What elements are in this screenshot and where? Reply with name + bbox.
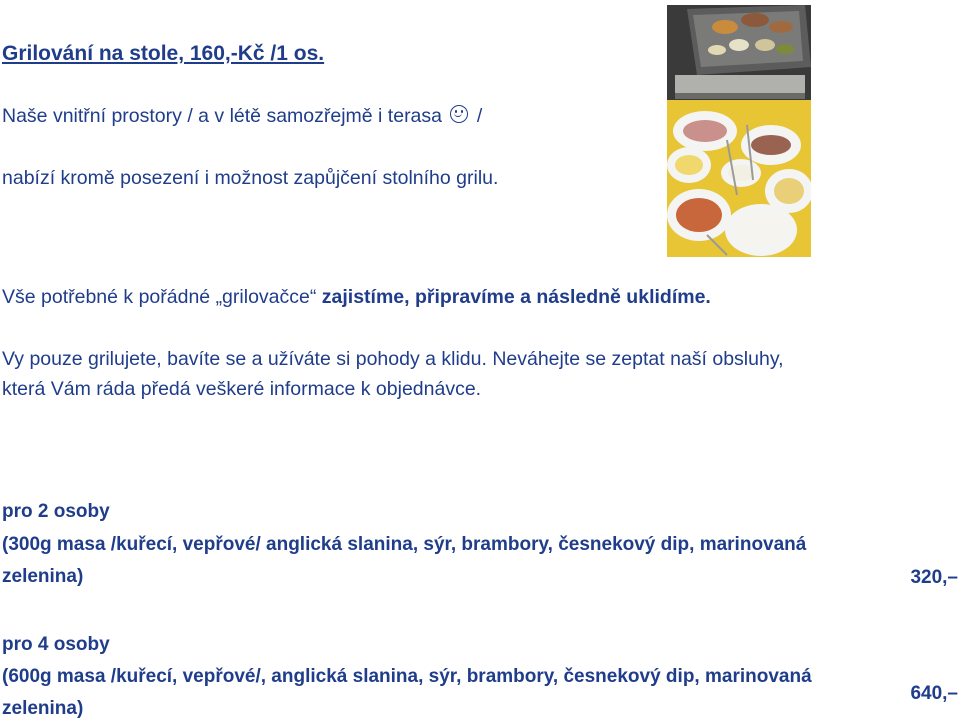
page-title: Grilování na stole, 160,-Kč /1 os. [2,42,325,65]
smiley-icon [450,105,468,123]
package-2-description: (300g masa /kuřecí, vepřové/ anglická slanina, sýr, brambory, česnekový dip, marinovaná [2,534,807,555]
service-line-1 [2,285,711,309]
intro-line-2: nabízí kromě posezení i možnost zapůjčení stolního grilu. [2,167,499,189]
package-2-description-cont: zelenina) [2,566,84,587]
service-text: Vše potřebné k pořádné „grilovačce“ [2,286,322,308]
intro-slash: / [476,105,483,127]
intro-text: Naše vnitřní prostory / a v létě samozřejmě i terasa [2,105,442,127]
service-line-2: Vy pouze grilujete, bavíte se a užíváte si pohody a klidu. Neváhejte se zeptat naší obsluhy, [2,348,784,370]
package-4-price: 640,– [910,683,958,704]
service-emphasis: zajistíme, připravíme a následně uklidíme [321,286,706,308]
package-4-description-cont: zelenina) [2,698,84,719]
package-4-heading: pro 4 osoby [2,634,110,655]
table-grill-photo [667,5,811,257]
service-line-3: která Vám ráda předá veškeré informace k objednávce. [2,378,482,400]
intro-line-1 [2,104,482,128]
package-4-description: (600g masa /kuřecí, vepřové/, anglická slanina, sýr, brambory, česnekový dip, marinovaná [2,666,812,687]
package-2-heading: pro 2 osoby [2,501,110,522]
package-2-price: 320,– [910,567,958,588]
service-period: . [705,286,711,308]
